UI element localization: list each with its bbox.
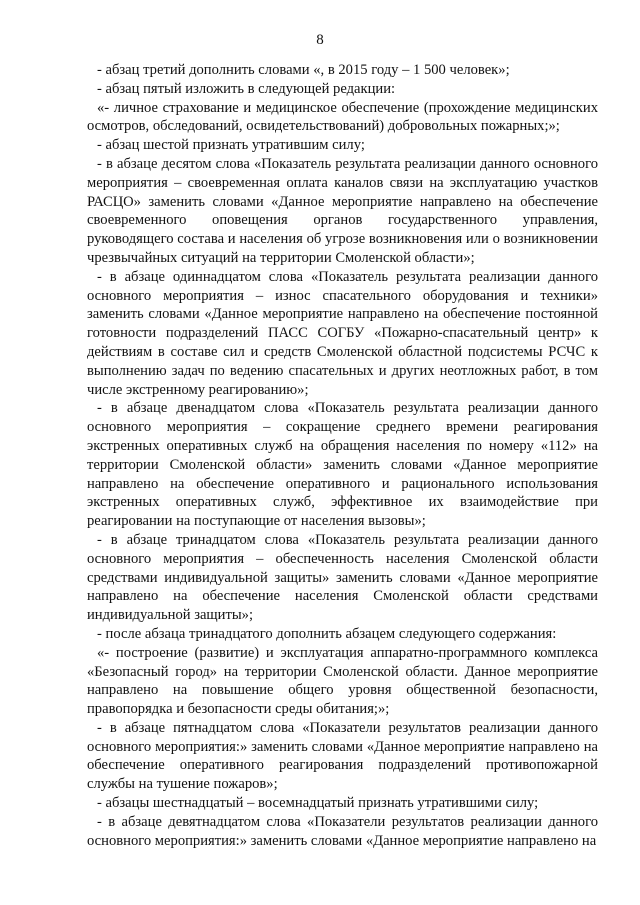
paragraph-7: - в абзаце двенадцатом слова «Показатель результата реализации данного основного мероприятия – сокращение среднего времени реагирования экстренных оперативных служб на обращения населения по номеру «112» на территории Смоленской области» заменить словами «Данное мероприятие направлено на обеспечение оперативного и рационального использования экстренных оперативных служб, эффективное их взаимодействие при реагировании на поступающие от населения вызовы»; bbox=[87, 400, 598, 530]
paragraph-6: - в абзаце одиннадцатом слова «Показатель результата реализации данного основного мероприятия – износ спасательного оборудования и техники» заменить словами «Данное мероприятие направлено на обеспечение постоянной готовности подразделений ПАСС СОГБУ «Пожарно-спасательный центр» к действиям в составе сил и средств Смоленской областной подсистемы РСЧС к выполнению задач по ведению спасательных и других неотложных работ, в том числе экстренному реагированию»; bbox=[87, 268, 598, 398]
page-number: 8 bbox=[316, 32, 324, 48]
paragraph-9: - после абзаца тринадцатого дополнить абзацем следующего содержания: bbox=[97, 625, 557, 642]
paragraph-5: - в абзаце десятом слова «Показатель результата реализации данного основного мероприятия – своевременная оплата каналов связи на эксплуатацию участков РАСЦО» заменить словами «Данное мероприятие направлено на обеспечение своевременного оповещения органов государственного управления, руководящего состава и населения об угрозе возникновения или о возникновении чрезвычайных ситуаций на территории Смоленской области»; bbox=[87, 155, 598, 266]
paragraph-12: - абзацы шестнадцатый – восемнадцатый признать утратившими силу; bbox=[97, 795, 539, 812]
paragraph-3: «- личное страхование и медицинское обеспечение (прохождение медицинских осмотров, обследований, освидетельствований) добровольных пожарных;»; bbox=[87, 99, 598, 135]
paragraph-13: - в абзаце девятнадцатом слова «Показатели результатов реализации данного основного мероприятия:» заменить словами «Данное мероприятие направлено на bbox=[87, 813, 598, 849]
paragraph-8: - в абзаце тринадцатом слова «Показатель результата реализации данного основного мероприятия – обеспеченность населения Смоленской области средствами индивидуальной защиты» заменить словами «Данное мероприятие направлено на обеспечение населения Смоленской области средствами индивидуальной защиты»; bbox=[87, 531, 598, 624]
paragraph-4: - абзац шестой признать утратившим силу; bbox=[97, 137, 365, 154]
paragraph-11: - в абзаце пятнадцатом слова «Показатели результатов реализации данного основного мероприятия:» заменить словами «Данное мероприятие направлено на обеспечение оперативного реагирования подразделений противопожарной службы на тушение пожаров»; bbox=[87, 719, 598, 793]
document-body bbox=[87, 61, 598, 850]
paragraph-2: - абзац пятый изложить в следующей редакции: bbox=[97, 80, 396, 97]
paragraph-1: - абзац третий дополнить словами «, в 2015 году – 1 500 человек»; bbox=[97, 62, 510, 78]
paragraph-10: «- построение (развитие) и эксплуатация аппаратно-программного комплекса «Безопасный город» на территории Смоленской области. Данное мероприятие направлено на повышение общего уровня общественной безопасности, правопорядка и безопасности среды обитания;»; bbox=[87, 644, 598, 718]
